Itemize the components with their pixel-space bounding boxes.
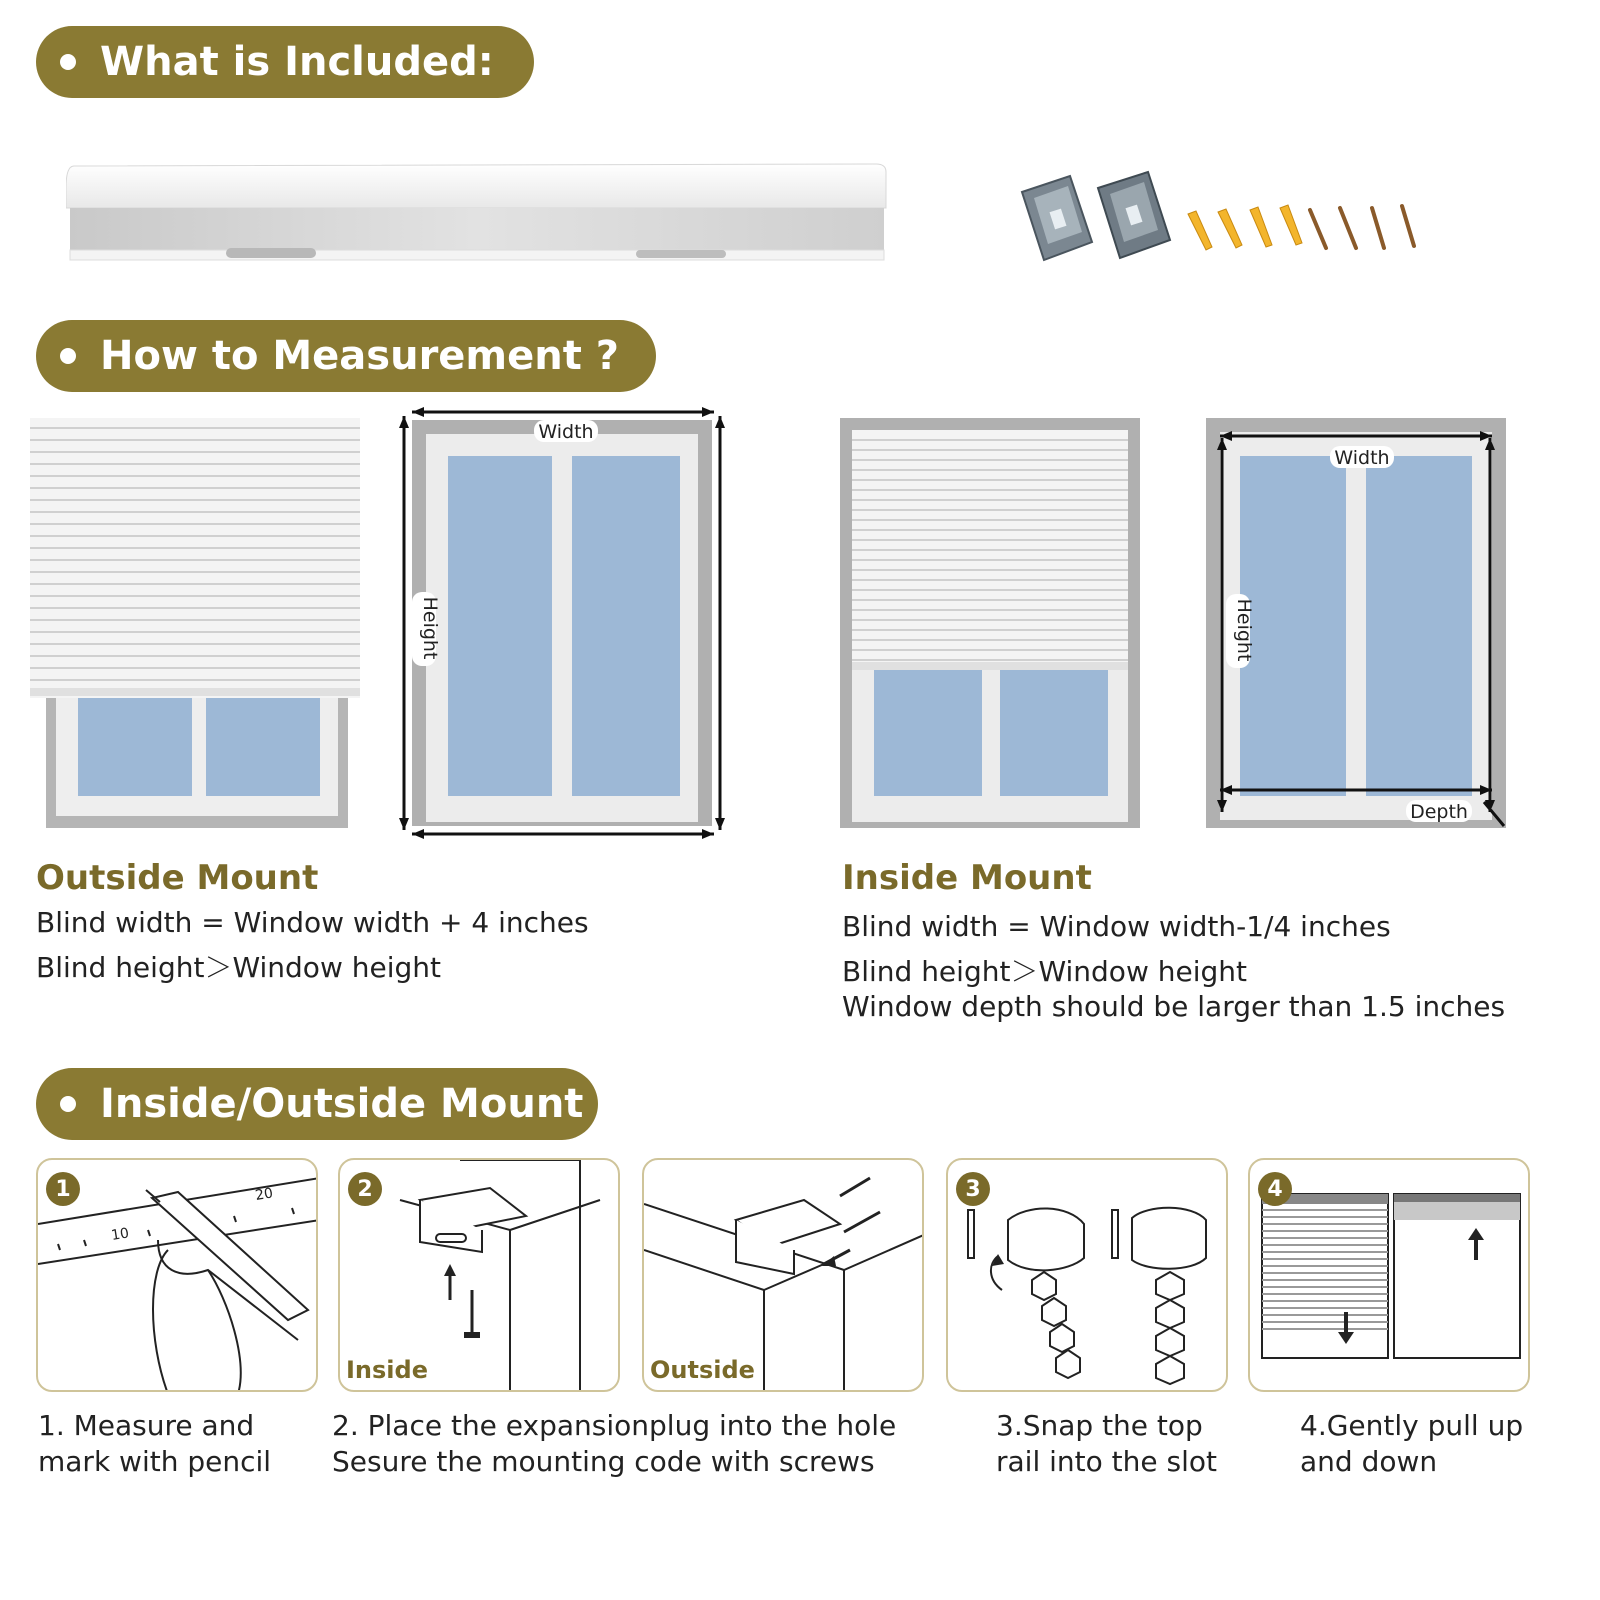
step-1-number: 1 [46, 1172, 80, 1206]
step-2-number: 2 [348, 1172, 382, 1206]
inside-mount-line-3: Window depth should be larger than 1.5 inches [842, 990, 1506, 1023]
bullet-icon [60, 348, 76, 364]
width-label: Width [1334, 447, 1390, 469]
step-3-caption: 3.Snap the top rail into the slot [996, 1409, 1217, 1478]
measure-heading [36, 320, 656, 392]
outside-mount-line-1: Blind width = Window width + 4 inches [36, 906, 589, 939]
step-3-number: 3 [956, 1172, 990, 1206]
svg-text:10: 10 [110, 1225, 131, 1244]
step-1-box [36, 1158, 318, 1392]
pencil-icon [38, 1160, 318, 1392]
height-label: Height [419, 596, 441, 660]
mount-heading-text: Inside/Outside Mount [100, 1081, 584, 1127]
screw-icon [1310, 206, 1414, 248]
depth-label: Depth [1410, 801, 1468, 823]
outside-mount-title: Outside Mount [36, 858, 319, 898]
width-label: Width [538, 421, 594, 443]
bullet-icon [60, 54, 76, 70]
expansion-plug-icon [1188, 205, 1302, 250]
blind-operation-diagram [1250, 1160, 1530, 1392]
inside-mount-title: Inside Mount [842, 858, 1092, 898]
inside-mount-line-1: Blind width = Window width-1/4 inches [842, 910, 1391, 943]
inside-mount-line-2: Blind height＞Window height [842, 955, 1247, 988]
headrail-icon [948, 1160, 1228, 1392]
step-2-caption: 2. Place the expansionplug into the hole Sesure the mounting code with screws [332, 1409, 897, 1478]
measure-heading-text: How to Measurement ? [100, 333, 619, 379]
svg-text:20: 20 [254, 1185, 275, 1204]
step-4-box [1248, 1158, 1530, 1392]
step-2-box [338, 1158, 620, 1392]
included-heading-text: What is Included: [100, 39, 494, 85]
mounting-bracket-icon [1098, 172, 1170, 258]
outside-window-diagram [398, 406, 728, 840]
mount-heading [36, 1068, 598, 1140]
height-label: Height [1233, 598, 1255, 662]
step-2b-tag: Outside [650, 1356, 755, 1384]
inside-window-diagram [1206, 418, 1506, 830]
step-2-tag: Inside [346, 1356, 428, 1384]
step-1-caption: 1. Measure and mark with pencil [38, 1409, 272, 1478]
step-4-caption: 4.Gently pull up and down [1300, 1409, 1524, 1478]
outside-mount-line-2: Blind height＞Window height [36, 951, 441, 984]
hardware-kit [1010, 162, 1430, 272]
step-4-number: 4 [1258, 1172, 1292, 1206]
outside-mount-illustration [30, 414, 370, 830]
step-3-box [946, 1158, 1228, 1392]
mounting-bracket-icon [1022, 176, 1092, 260]
step-2b-box [642, 1158, 924, 1392]
headrail-icon [66, 158, 888, 270]
included-heading [36, 26, 534, 98]
inside-mount-illustration [840, 418, 1142, 830]
bullet-icon [60, 1096, 76, 1112]
